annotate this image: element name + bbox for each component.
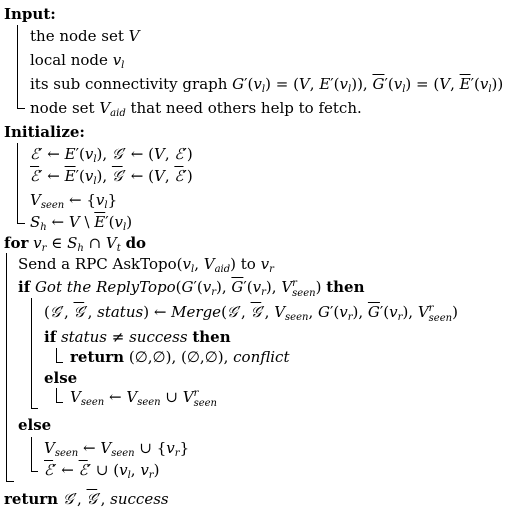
inner-else-kw: else — [44, 369, 78, 387]
if-then-bracket-foot — [31, 408, 38, 409]
input-bracket — [17, 25, 18, 108]
for-bracket-foot — [6, 481, 14, 482]
inner-else-line: $V_{seen}$ ← $V_{seen}$ ∪ V r seen — [70, 388, 218, 409]
if-then-bracket — [31, 298, 32, 408]
final-return-line: return 𝒢′, 𝒢′, success — [4, 490, 169, 508]
input-bracket-foot — [17, 108, 25, 109]
init-line-3: $V_{seen}$ ← $\{v_l\}$ — [30, 191, 118, 211]
merge-line: (𝒢′, 𝒢′, status) ← Merge(𝒢′, 𝒢′, $V_{seen}$, $G'(v_r)$, $\overline{G}'(v_r)$, V r seen ) — [44, 303, 458, 324]
for-bracket — [6, 253, 7, 481]
send-line: Send a RPC $AskTopo(v_l$, $V_{aid}$) to $v_r$ — [18, 255, 274, 275]
init-line-2: ℰ′ ← $\overline{E}'(v_l)$, 𝒢′ ← (V, ℰ′) — [30, 167, 193, 187]
inner-return-line: return (∅,∅), (∅,∅), conflict — [70, 348, 290, 366]
outer-else-line-1: $V_{seen}$ ← $V_{seen}$ ∪ $\{v_r\}$ — [44, 439, 190, 459]
input-line-local-node: local node $v_l$ — [30, 51, 125, 71]
input-line-sub-graph: its sub connectivity graph $G'(v_l) = (V$, $E'(v_l)$), $\overline{G}'(v_l) = (V$, $\overline{E}'(v_l)$) — [30, 75, 504, 95]
inner-if-bracket — [56, 348, 57, 362]
input-heading: Input: — [4, 5, 56, 23]
init-bracket — [17, 143, 18, 223]
outer-else-kw: else — [18, 416, 52, 434]
outer-else-bracket — [31, 437, 32, 471]
init-line-1: ℰ′ ← $E'(v_l)$, 𝒢′ ← (V, ℰ′) — [30, 145, 193, 165]
inner-if-line: if status ≠ success then — [44, 328, 231, 346]
input-line-vaid: node set $V_{aid}$ that need others help to fetch. — [30, 99, 362, 119]
outer-else-bracket-foot — [31, 471, 38, 472]
inner-else-bracket — [56, 388, 57, 402]
algorithm-block — [4, 0, 524, 511]
init-bracket-foot — [17, 223, 25, 224]
init-line-4: $S_h$ ← V \ $\overline{E}'(v_l)$ — [30, 213, 133, 233]
outer-else-line-2: ℰ′ ← ℰ′ ∪ ($v_l$, $v_r$) — [44, 461, 160, 481]
initialize-heading: Initialize: — [4, 123, 85, 141]
for-line: for $v_r$ ∈ $S_h$ ∩ $V_t$ do — [4, 234, 147, 254]
if-line: if Got the $ReplyTopo(G'(v_r)$, $\overline{G}'(v_r)$, V r seen ) then — [18, 278, 365, 299]
input-line-node-set: the node set V — [30, 27, 140, 45]
inner-if-bracket-foot — [56, 362, 63, 363]
inner-else-bracket-foot — [56, 402, 63, 403]
